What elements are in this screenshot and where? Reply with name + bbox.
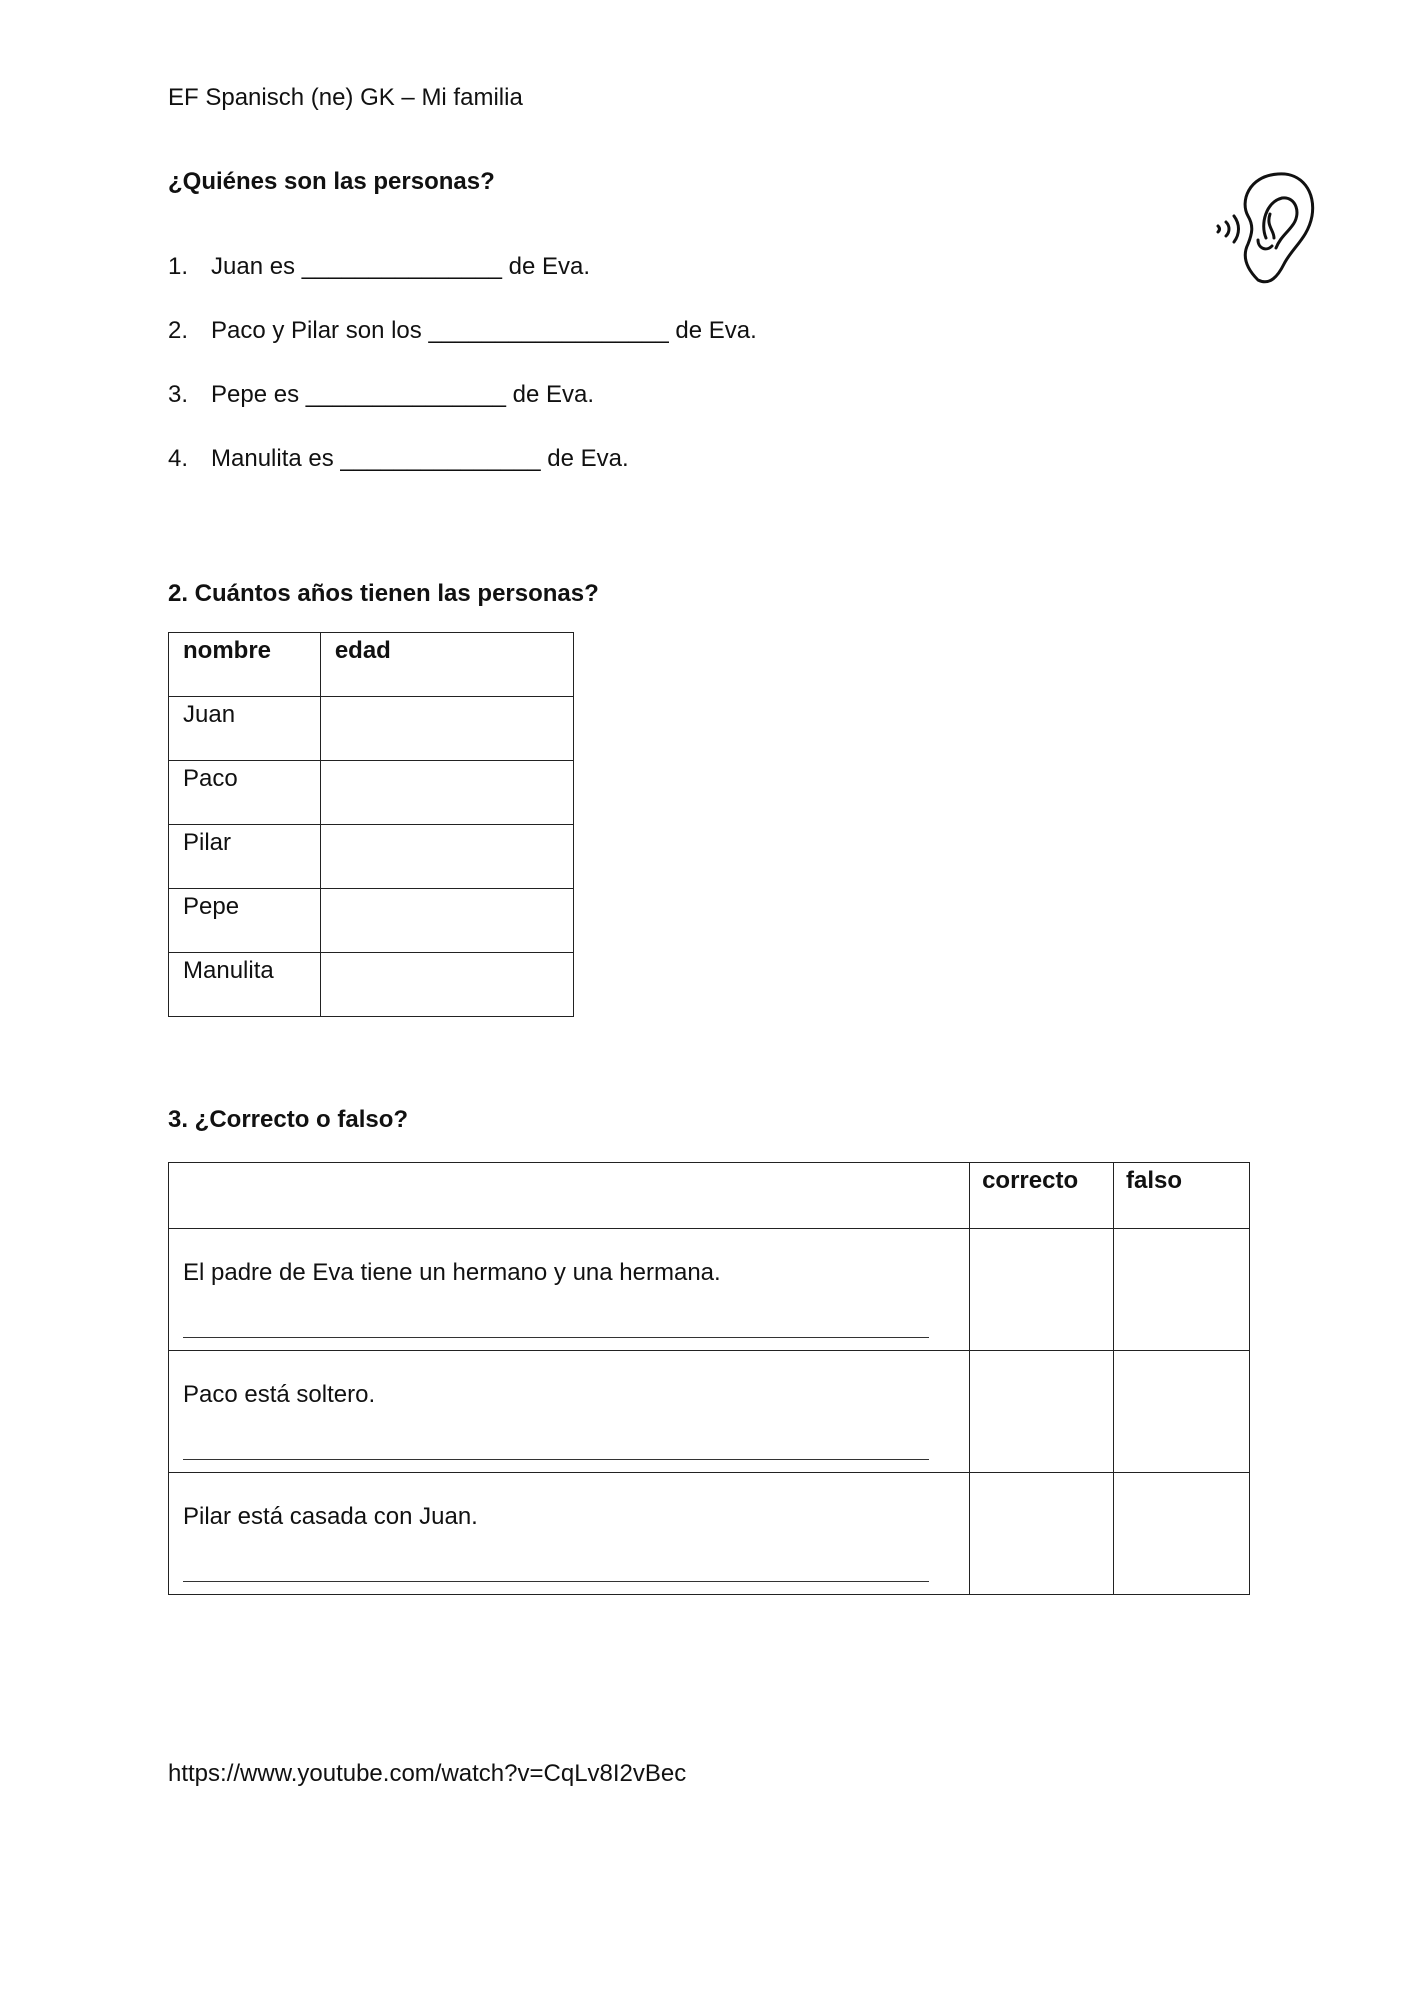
question-text: Manulita es bbox=[211, 445, 334, 472]
question-text-end: de Eva. bbox=[512, 381, 595, 408]
statement-text: Paco está soltero. bbox=[183, 1381, 376, 1408]
question-number: 4. bbox=[168, 445, 189, 472]
correction-line[interactable] bbox=[183, 1581, 929, 1582]
table-row bbox=[169, 1229, 1250, 1351]
table-row bbox=[169, 953, 574, 1017]
header-falso: falso bbox=[1114, 1163, 1250, 1229]
age-answer-cell[interactable] bbox=[320, 761, 573, 825]
table-header-row bbox=[169, 1163, 1250, 1229]
age-table bbox=[168, 632, 574, 1017]
age-answer-cell[interactable] bbox=[320, 953, 573, 1017]
answer-blank[interactable]: __________________ bbox=[428, 317, 669, 344]
source-url[interactable]: https://www.youtube.com/watch?v=CqLv8I2vBec bbox=[168, 1760, 687, 1787]
name-cell: Pepe bbox=[169, 889, 321, 953]
question-number: 1. bbox=[168, 253, 189, 280]
question-list bbox=[168, 253, 757, 509]
table-row bbox=[169, 697, 574, 761]
question-text-end: de Eva. bbox=[547, 445, 629, 472]
question-item bbox=[168, 445, 757, 509]
correction-line[interactable] bbox=[183, 1459, 929, 1460]
section1-title: ¿Quiénes son las personas? bbox=[168, 168, 495, 195]
statement-cell bbox=[169, 1351, 970, 1473]
header-correcto: correcto bbox=[970, 1163, 1114, 1229]
correcto-checkbox-cell[interactable] bbox=[970, 1229, 1114, 1351]
age-answer-cell[interactable] bbox=[320, 889, 573, 953]
falso-checkbox-cell[interactable] bbox=[1114, 1351, 1250, 1473]
correcto-checkbox-cell[interactable] bbox=[970, 1351, 1114, 1473]
question-item bbox=[168, 381, 757, 445]
name-cell: Pilar bbox=[169, 825, 321, 889]
table-row bbox=[169, 825, 574, 889]
section2-title: 2. Cuántos años tienen las personas? bbox=[168, 580, 599, 607]
question-number: 3. bbox=[168, 381, 189, 408]
header-edad: edad bbox=[320, 633, 573, 697]
correcto-checkbox-cell[interactable] bbox=[970, 1473, 1114, 1595]
answer-blank[interactable]: _______________ bbox=[301, 253, 502, 280]
question-text-end: de Eva. bbox=[508, 253, 591, 280]
section3-title: 3. ¿Correcto o falso? bbox=[168, 1106, 409, 1133]
table-row bbox=[169, 1473, 1250, 1595]
statement-text: Pilar está casada con Juan. bbox=[183, 1503, 478, 1530]
age-answer-cell[interactable] bbox=[320, 697, 573, 761]
answer-blank[interactable]: _______________ bbox=[305, 381, 506, 408]
header-statement bbox=[169, 1163, 970, 1229]
correction-line[interactable] bbox=[183, 1337, 929, 1338]
answer-blank[interactable]: _______________ bbox=[340, 445, 541, 472]
age-answer-cell[interactable] bbox=[320, 825, 573, 889]
question-text: Juan es bbox=[211, 253, 296, 280]
table-header-row bbox=[169, 633, 574, 697]
question-text: Paco y Pilar son los bbox=[211, 317, 422, 344]
question-number: 2. bbox=[168, 317, 189, 344]
question-item bbox=[168, 317, 757, 381]
statement-cell bbox=[169, 1229, 970, 1351]
falso-checkbox-cell[interactable] bbox=[1114, 1473, 1250, 1595]
falso-checkbox-cell[interactable] bbox=[1114, 1229, 1250, 1351]
question-item bbox=[168, 253, 757, 317]
name-cell: Manulita bbox=[169, 953, 321, 1017]
header-nombre: nombre bbox=[169, 633, 321, 697]
true-false-table bbox=[168, 1162, 1250, 1595]
question-text-end: de Eva. bbox=[675, 317, 757, 344]
table-row bbox=[169, 761, 574, 825]
statement-text: El padre de Eva tiene un hermano y una hermana. bbox=[183, 1259, 721, 1286]
question-text: Pepe es bbox=[211, 381, 300, 408]
statement-cell bbox=[169, 1473, 970, 1595]
name-cell: Paco bbox=[169, 761, 321, 825]
table-row bbox=[169, 889, 574, 953]
ear-icon bbox=[1196, 168, 1326, 298]
document-header: EF Spanisch (ne) GK – Mi familia bbox=[168, 84, 523, 111]
name-cell: Juan bbox=[169, 697, 321, 761]
table-row bbox=[169, 1351, 1250, 1473]
